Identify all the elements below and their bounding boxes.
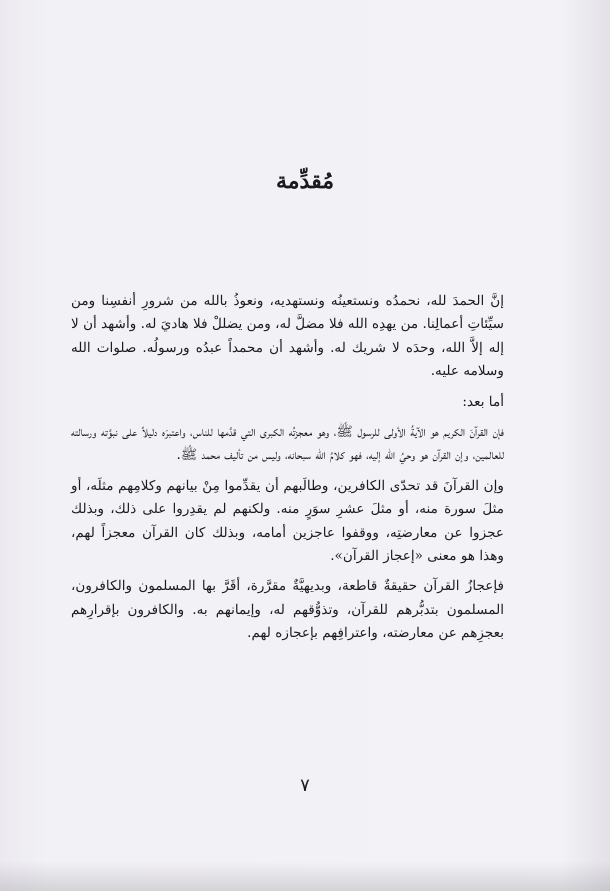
paragraph-amma-baad: أما بعد: [462,393,504,410]
paragraph-quran-miracle: فإن القرآنَ الكريم هو الآيةُ الأولى للرسول ﷺ، وهو معجزتُه الكبرى التي قدَّمها للناس، واعتبرَه دليلاً على نبوَّته ورسالته للعالمين، وإن القرآن هو وحيُ الله إليه، فهو كلامُ الله سبحانه، وليس من تأليف محمد ﷺ. [71,424,504,464]
paragraph-opening: إنَّ الحمدَ لله، نحمدُه ونستعينُه ونستهديه، ونعوذُ بالله من شرورِ أنفسِنا ومن سيِّئاتِ أعمالِنا. من يهدِه الله فلا مضلَّ له، ومن يضللْ فلا هاديَ له. وأشهد أن لا إله إلاَّ الله، وحدَه لا شريك له. وأشهد أن محمداً عبدُه ورسولُه. صلوات الله وسلامه عليه. [71,293,504,380]
page-title: مُقدِّمة [275,168,335,194]
introduction-text [71,290,504,646]
page-number: ٧ [300,775,310,796]
page-edge-shadow [0,861,610,891]
paragraph-challenge: وإن القرآنَ قد تحدّى الكافرين، وطالَبهم أن يقدِّموا مِنْ بيانهم وكلامِهم مثلَه، أو مثلَ سورة منه، أو مثلَ عشرِ سوَرٍ منه. ولكنهم لم يقدِروا على ذلك، وبذلك عجزوا عن معارضتِه، ووقفوا عاجزين أمامه، وبذلك كان القرآن معجزاً لهم، وهذا هو معنى «إعجاز القرآن». [71,477,504,565]
paragraph-inimitability: فإعجازُ القرآن حقيقةٌ قاطعة، وبديهيَّةٌ مقرَّرة، أقَرَّ بها المسلمون والكافرون، المسلمون بتدبُّرهم للقرآن، وتذوُّقهم له، وإيمانهم به. والكافرون بإقرارِهم بعجزِهم عن معارضته، واعترافِهم بإعجازه لهم. [71,578,504,642]
